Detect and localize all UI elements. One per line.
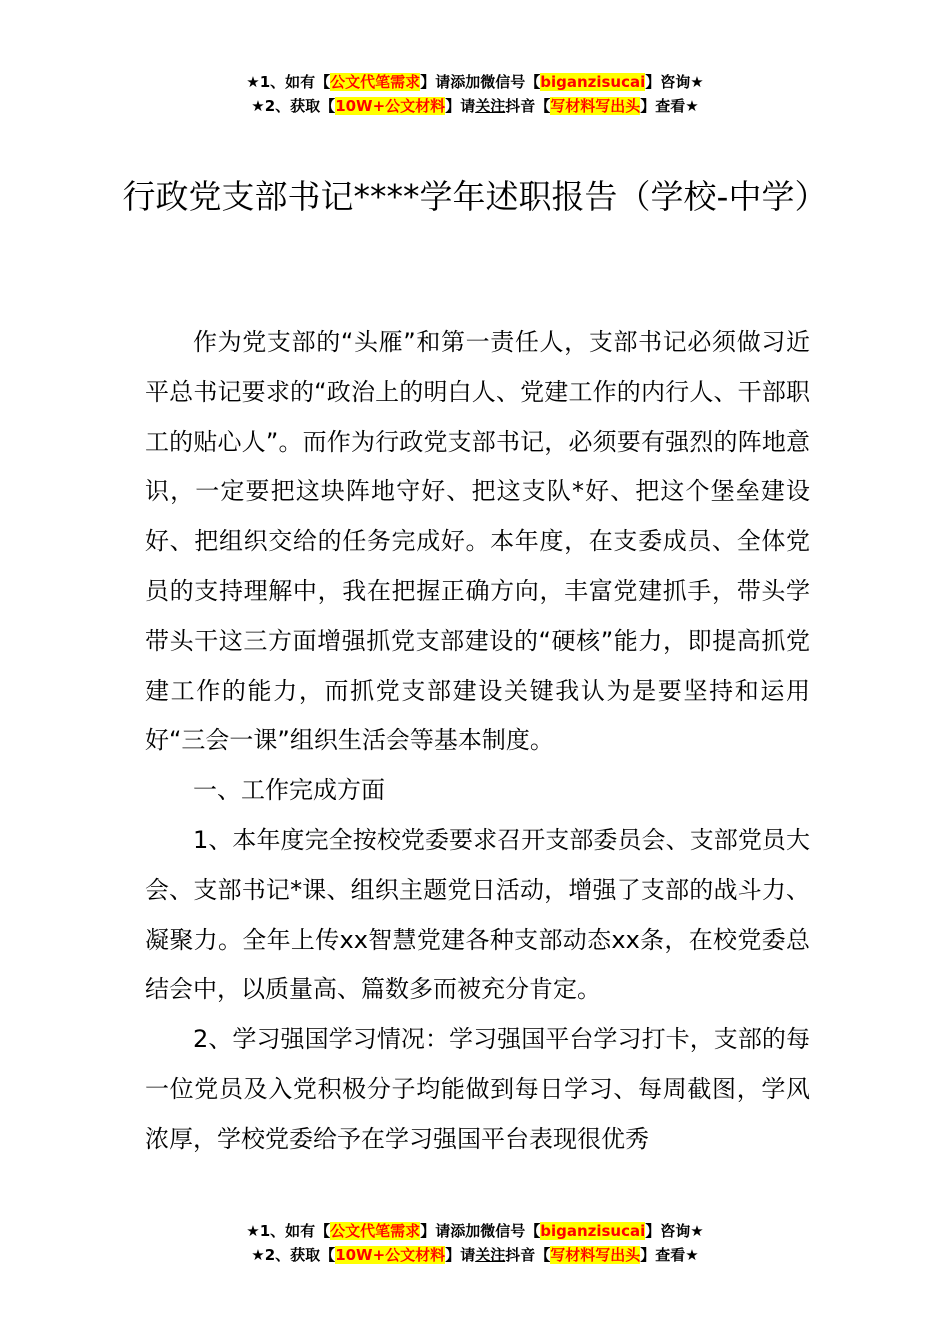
banner-line-1: ★1、如有【公文代笔需求】请添加微信号【biganzisucai】咨询★ [246,73,704,91]
banner-highlight-materials: 10W+公文材料 [335,97,446,115]
banner-highlight-douyin: 写材料写出头 [550,1246,641,1264]
top-banner [0,70,950,118]
body-paragraph: 2、学习强国学习情况：学习强国平台学习打卡，支部的每一位党员及入党积极分子均能做到每日学习、每周截图，学风浓厚，学校党委给予在学习强国平台表现很优秀 [145,1025,810,1153]
document-title: 行政党支部书记****学年述职报告（学校-中学） [122,177,828,216]
banner-highlight-wechat-id: biganzisucai [540,73,646,91]
banner-highlight-materials: 10W+公文材料 [335,1246,446,1264]
section-heading: 一、工作完成方面 [193,776,385,805]
bottom-banner [0,1219,950,1267]
banner-highlight-service: 公文代笔需求 [330,1222,421,1240]
intro-paragraph: 作为党支部的“头雁”和第一责任人，支部书记必须做习近平总书记要求的“政治上的明白人、党建工作的内行人、干部职工的贴心人”。而作为行政党支部书记，必须要有强烈的阵地意识，一定要把这块阵地守好、把这支队*好、把这个堡垒建设好、把组织交给的任务完成好。本年度，在支委成员、全体党员的支持理解中，我在把握正确方向，丰富党建抓手，带头学带头干这三方面增强抓党支部建设的“硬核”能力，即提高抓党建工作的能力，而抓党支部建设关键我认为是要坚持和运用好“三会一课”组织生活会等基本制度。 [145,328,810,755]
banner-line-1: ★1、如有【公文代笔需求】请添加微信号【biganzisucai】咨询★ [246,1222,704,1240]
banner-underlined-follow: 关注 [475,97,506,115]
body-paragraph: 1、本年度完全按校党委要求召开支部委员会、支部党员大会、支部书记*课、组织主题党日活动，增强了支部的战斗力、凝聚力。全年上传xx智慧党建各种支部动态xx条，在校党委总结会中，以质量高、篇数多而被充分肯定。 [145,825,810,1004]
banner-highlight-wechat-id: biganzisucai [540,1222,646,1240]
banner-line-2: ★2、获取【10W+公文材料】请关注抖音【写材料写出头】查看★ [251,1246,699,1264]
banner-highlight-douyin: 写材料写出头 [550,97,641,115]
banner-highlight-service: 公文代笔需求 [330,73,421,91]
banner-line-2: ★2、获取【10W+公文材料】请关注抖音【写材料写出头】查看★ [251,97,699,115]
document-body [145,318,810,1165]
banner-underlined-follow: 关注 [475,1246,506,1264]
